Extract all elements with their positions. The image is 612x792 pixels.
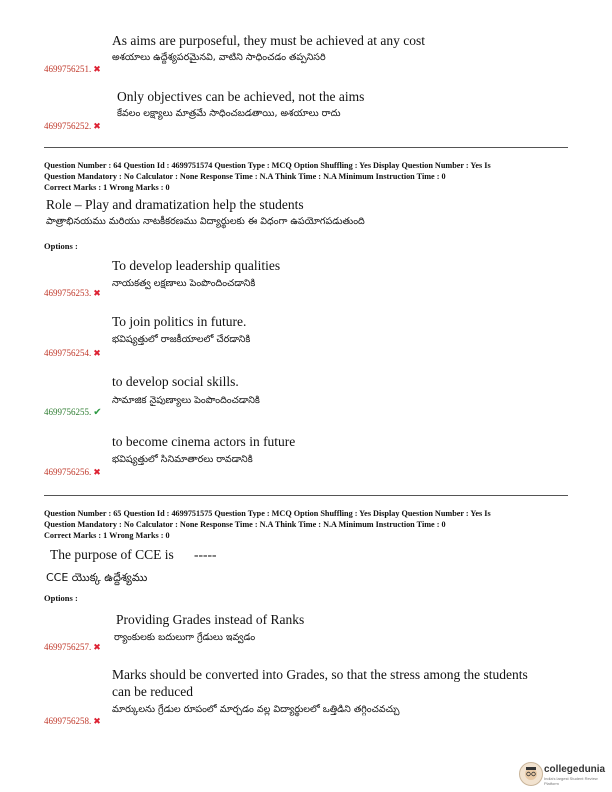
- option-text-te: కేవలం లక్ష్యాలు మాత్రమే సాధించబడతాయి, అశయాలు రాదు: [117, 108, 341, 119]
- question-divider: [44, 147, 568, 148]
- option-text-en: As aims are purposeful, they must be achieved at any cost: [112, 33, 426, 48]
- wrong-icon: ✖: [93, 467, 101, 477]
- question-text-te: పాత్రాభినయము మరియు నాటకీకరణము విద్యార్థులకు ఈ విధంగా ఉపయోగపడుతుంది: [46, 216, 365, 227]
- option-text-en: to become cinema actors in future: [112, 434, 296, 449]
- option-text-en: Only objectives can be achieved, not the aims: [117, 89, 365, 104]
- option-id: 4699756252. ✖: [44, 121, 101, 131]
- question-meta: Question Number : 65 Question Id : 4699751575 Question Type : MCQ Option Shuffling : Yes Display Question Number : Yes Is Question Mandatory : No Calculator : None Response Time : N.A Think Time : N.A Minimum Instruction Time : 0 Correct Marks : 1 Wrong Marks : 0: [44, 509, 491, 540]
- question-divider: [44, 495, 568, 496]
- option-id: 4699756254. ✖: [44, 348, 101, 358]
- option-id: 4699756258. ✖: [44, 716, 101, 726]
- option-text-te: నాయకత్వ లక్షణాలు పెంపొందించడానికి: [112, 278, 256, 289]
- option-text-en: to develop social skills.: [112, 374, 239, 389]
- mascot-icon: [519, 762, 543, 786]
- option-text-en: Marks should be converted into Grades, so that the stress among the students: [112, 667, 528, 682]
- check-icon: ✔: [93, 407, 102, 418]
- option-text-en: To develop leadership qualities: [112, 258, 281, 273]
- option-text-te: అశయాలు ఉద్దేశ్యపరమైనవి, వాటిని సాధించడం తప్పనిసరి: [112, 52, 326, 63]
- option-id: 4699756256. ✖: [44, 467, 101, 477]
- option-id: 4699756251. ✖: [44, 64, 101, 74]
- question-text-en: The purpose of CCE is -----: [50, 547, 217, 562]
- wrong-icon: ✖: [93, 348, 101, 358]
- option-text-en: Providing Grades instead of Ranks: [116, 612, 305, 627]
- question-text-en: Role – Play and dramatization help the students: [46, 197, 304, 212]
- option-text-te: భవిష్యత్తులో సినిమాతారలు రావడానికి: [112, 454, 253, 465]
- options-label: Options :: [44, 593, 78, 603]
- collegedunia-logo: [519, 760, 609, 788]
- wrong-icon: ✖: [93, 64, 101, 74]
- option-id: 4699756255. ✔: [44, 407, 102, 418]
- option-text-en-continued: can be reduced: [112, 684, 193, 699]
- logo-tagline: India's largest Student Review Platform: [544, 776, 598, 786]
- option-id: 4699756257. ✖: [44, 642, 101, 652]
- wrong-icon: ✖: [93, 716, 101, 726]
- option-text-en: To join politics in future.: [112, 314, 247, 329]
- question-text-te: CCE యొక్క ఉద్దేశ్యము: [46, 571, 148, 584]
- wrong-icon: ✖: [93, 642, 101, 652]
- option-text-te: ర్యాంకులకు బదులుగా గ్రేడులు ఇవ్వడం: [114, 632, 256, 643]
- option-text-te: మార్కులను గ్రేడుల రూపంలో మార్చడం వల్ల విద్యార్థులలో ఒత్తిడిని తగ్గించవచ్చు: [112, 704, 400, 715]
- question-meta: Question Number : 64 Question Id : 4699751574 Question Type : MCQ Option Shuffling : Yes Display Question Number : Yes Is Question Mandatory : No Calculator : None Response Time : N.A Think Time : N.A Minimum Instruction Time : 0 Correct Marks : 1 Wrong Marks : 0: [44, 161, 491, 192]
- logo-wordmark: collegedunia: [544, 764, 606, 775]
- wrong-icon: ✖: [93, 288, 101, 298]
- option-text-te: భవిష్యత్తులో రాజకీయాలలో చేరడానికి: [112, 334, 251, 345]
- option-text-te: సామాజిక నైపుణ్యాలు పెంపొందించడానికి: [112, 395, 260, 406]
- options-label: Options :: [44, 241, 78, 251]
- option-id: 4699756253. ✖: [44, 288, 101, 298]
- wrong-icon: ✖: [93, 121, 101, 131]
